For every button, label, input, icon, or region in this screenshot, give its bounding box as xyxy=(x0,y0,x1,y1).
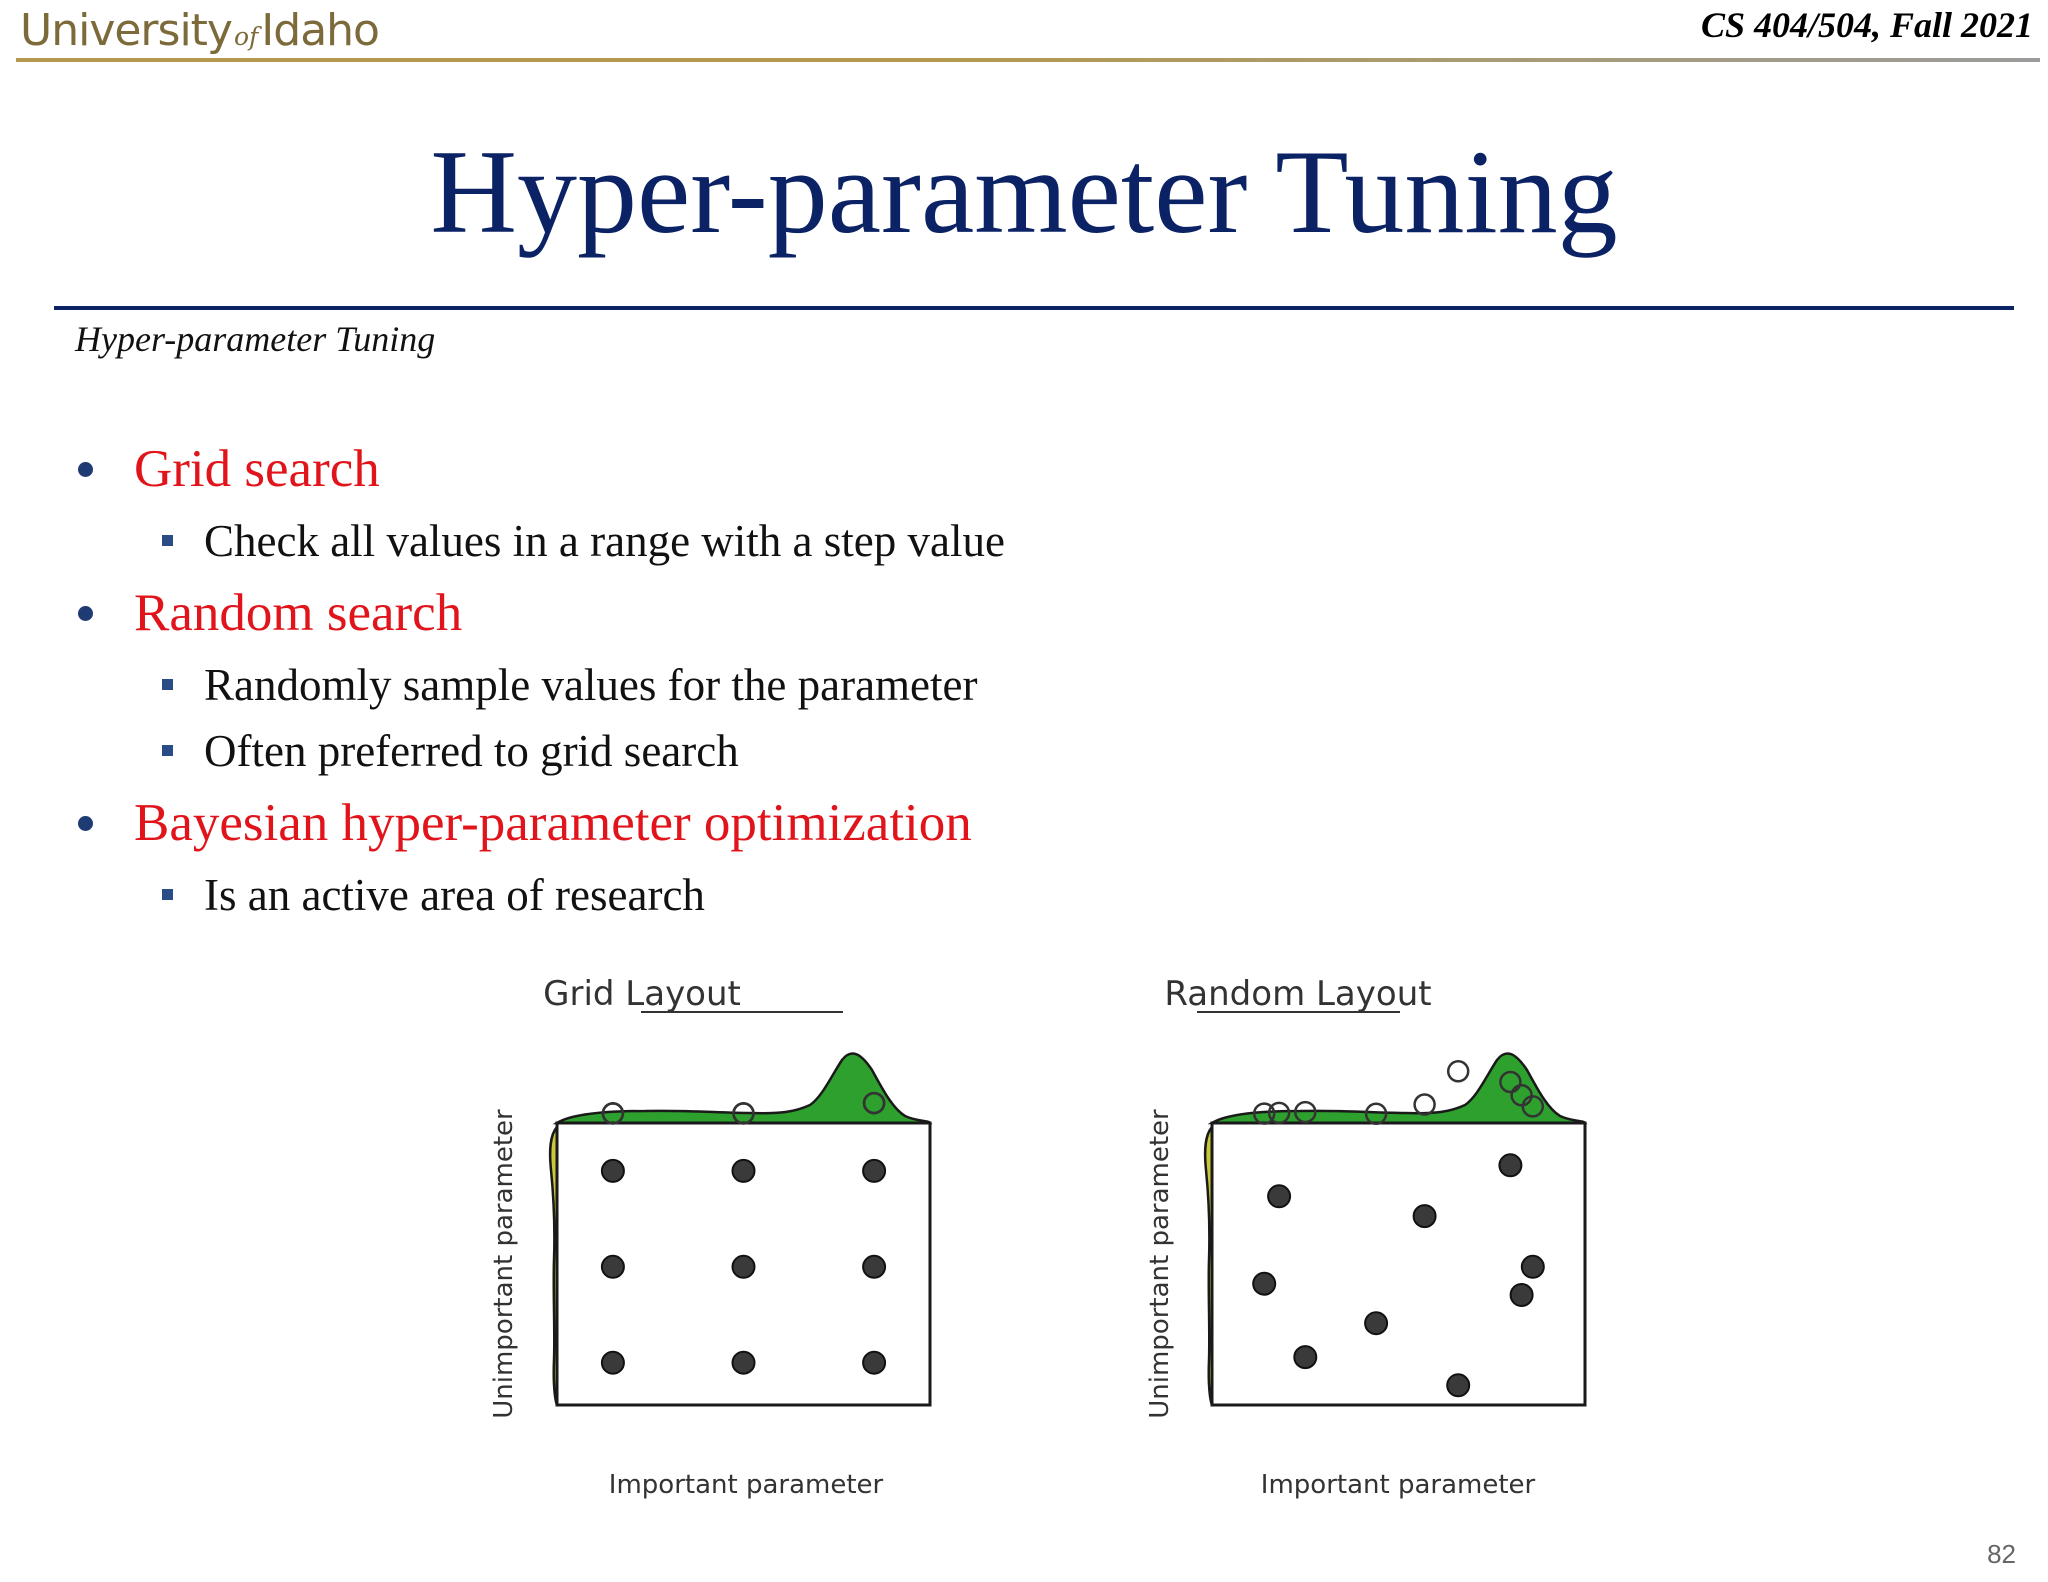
grid-y-axis-label: Unimportant parameter xyxy=(489,1109,519,1419)
page-number: 82 xyxy=(1987,1539,2016,1569)
bullet-text: Random search xyxy=(134,584,463,642)
sub-bullet-text: Often preferred to grid search xyxy=(204,726,739,776)
random-x-axis-label: Important parameter xyxy=(1260,1470,1536,1500)
sample-point xyxy=(1268,1185,1290,1207)
bullet-random-search xyxy=(78,574,1378,652)
grid-x-axis-label: Important parameter xyxy=(608,1470,884,1500)
sub-bullet-text: Check all values in a range with a step value xyxy=(204,516,1005,566)
bullet-grid-search xyxy=(78,430,1378,508)
square-bullet-icon xyxy=(162,535,173,546)
sample-point xyxy=(1522,1256,1544,1278)
slide-title: Hyper-parameter Tuning xyxy=(430,125,1618,258)
title-divider xyxy=(54,306,2014,310)
sample-point xyxy=(1294,1346,1316,1368)
top-marker xyxy=(1415,1095,1435,1115)
sample-point xyxy=(1414,1205,1436,1227)
sample-point xyxy=(1253,1273,1275,1295)
sample-point xyxy=(1365,1312,1387,1334)
bullet-bayesian-optimization xyxy=(78,784,1378,862)
random-layout-title: Random Layout xyxy=(1164,974,1432,1014)
logo-text-of: of xyxy=(233,22,259,51)
sub-bullet xyxy=(78,862,1378,928)
square-bullet-icon xyxy=(162,889,173,900)
sample-point xyxy=(863,1256,885,1278)
search-layout-figure xyxy=(450,960,1650,1520)
top-marker xyxy=(1448,1061,1468,1081)
sample-point xyxy=(1511,1284,1533,1306)
random-layout-panel xyxy=(1145,974,1585,1500)
sample-point xyxy=(1499,1154,1521,1176)
bullet-dot-icon xyxy=(78,816,93,831)
square-bullet-icon xyxy=(162,745,173,756)
logo-text-idaho: Idaho xyxy=(261,5,379,56)
bullet-dot-icon xyxy=(78,462,93,477)
bullet-dot-icon xyxy=(78,606,93,621)
bullet-text: Bayesian hyper-parameter optimization xyxy=(134,794,972,852)
square-bullet-icon xyxy=(162,679,173,690)
sub-bullet xyxy=(78,652,1378,718)
sample-point xyxy=(602,1256,624,1278)
sub-bullet-text: Is an active area of research xyxy=(204,870,705,920)
course-label: CS 404/504, Fall 2021 xyxy=(1700,5,2033,45)
sample-point xyxy=(1447,1374,1469,1396)
sample-point xyxy=(733,1256,755,1278)
sample-point xyxy=(733,1160,755,1182)
sample-point xyxy=(863,1352,885,1374)
random-y-axis-label: Unimportant parameter xyxy=(1145,1109,1175,1419)
bullet-list xyxy=(78,430,1378,928)
section-label: Hyper-parameter Tuning xyxy=(75,319,436,359)
sample-point xyxy=(602,1160,624,1182)
sub-bullet xyxy=(78,718,1378,784)
figure-svg xyxy=(450,960,1650,1520)
university-logo xyxy=(20,2,379,60)
header-divider xyxy=(16,58,2040,62)
sub-bullet-text: Randomly sample values for the parameter xyxy=(204,660,978,710)
grid-layout-title: Grid Layout xyxy=(543,974,741,1014)
bullet-text: Grid search xyxy=(134,440,380,498)
grid-layout-panel xyxy=(489,974,930,1500)
sample-point xyxy=(733,1352,755,1374)
sample-point xyxy=(863,1160,885,1182)
sample-point xyxy=(602,1352,624,1374)
logo-text-university: University xyxy=(20,5,232,56)
sub-bullet xyxy=(78,508,1378,574)
